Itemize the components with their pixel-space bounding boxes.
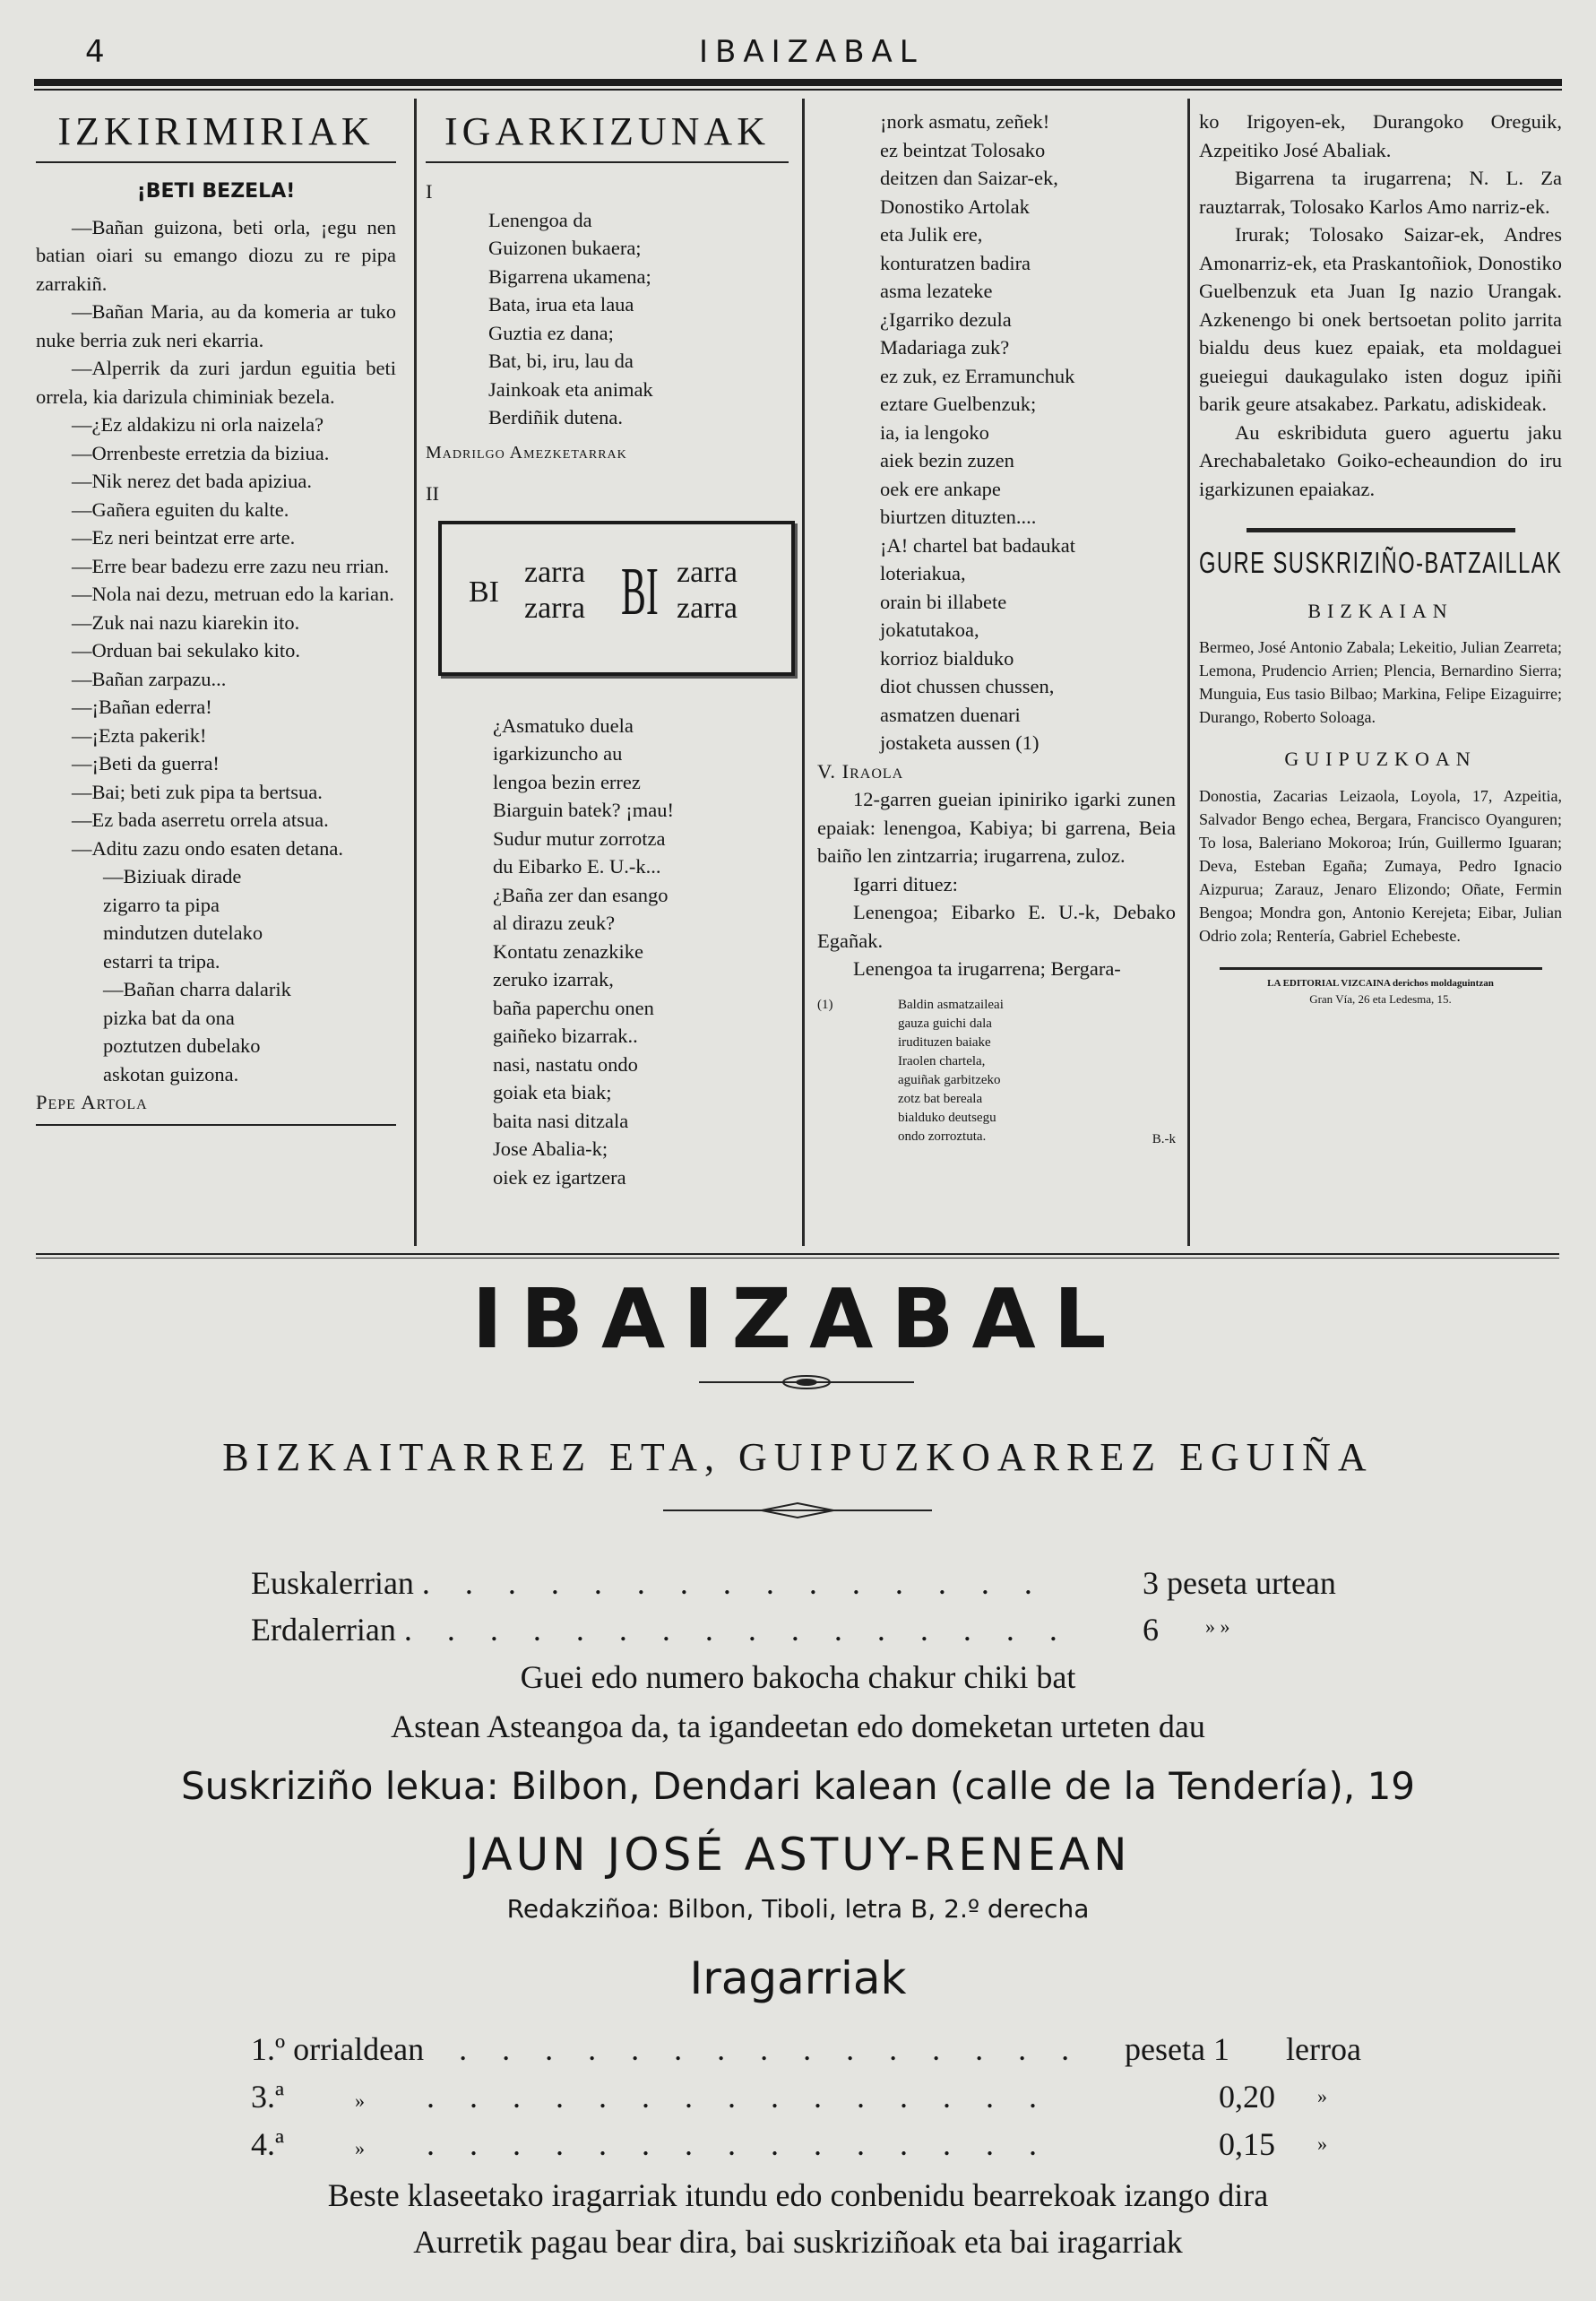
region-heading: GUIPUZKOAN — [1284, 748, 1477, 770]
ditto-mark: » — [354, 2089, 365, 2112]
column-subscribers — [1199, 108, 1562, 1008]
text-line: —Orrenbeste erretzia da biziua. — [72, 441, 330, 464]
text-line: askotan guizona. — [103, 1062, 239, 1086]
text-line: irudituzen baiake — [898, 1034, 991, 1050]
text-line: deitzen dan Saizar-ek, — [880, 167, 1058, 189]
header-rule — [34, 79, 1562, 86]
text-line: lengoa bezin errez — [493, 770, 641, 793]
text-line: zigarro ta pipa — [103, 893, 220, 916]
author-signature: Pepe Artola — [36, 1091, 148, 1113]
text-line: ¿Asmatuko duela — [493, 714, 634, 737]
rebus-bi: BI — [469, 575, 499, 609]
ad-rate-label: 4.ª — [251, 2126, 284, 2162]
publisher-name: JAUN JOSÉ ASTUY-RENEAN — [465, 1829, 1131, 1881]
dot-leader: . . . . . . . . . . . . . . . — [426, 2126, 1050, 2162]
text-line: loteriakua, — [880, 562, 966, 584]
footnote-mark: (1) — [817, 997, 833, 1012]
text-line: Lenengoa da — [488, 208, 592, 231]
text-line: pizka bat da ona — [103, 1006, 235, 1029]
text-line: ia, ia lengoko — [880, 420, 989, 444]
text-line: —Nola nai dezu, metruan edo la karian. — [72, 583, 394, 605]
text-line: —Alperrik da zuri jardun eguitia beti orrela, kia darizula chiminiak bezela. — [36, 357, 396, 408]
ditto-marks: » » — [1205, 1615, 1230, 1638]
text-line: ¿Baña zer dan esango — [493, 883, 669, 906]
text-line: asma lezateke — [880, 280, 993, 302]
dot-leader: . . . . . . . . . . . . . . . — [421, 1565, 1046, 1601]
price-value: 6 — [1143, 1612, 1159, 1648]
text-line: igarkizuncho au — [493, 742, 623, 765]
text-line: ¿Igarriko dezula — [880, 307, 1012, 331]
text-line: —Ez neri beintzat erre arte. — [72, 526, 296, 549]
text-line: —Orduan bai sekulako kito. — [72, 639, 300, 662]
text-line: zeruko izarrak, — [493, 968, 614, 990]
text-line: korrioz bialduko — [880, 646, 1014, 670]
ad-rate-row — [251, 2078, 1050, 2115]
riddle-signature: Madrilgo Amezketarrak — [426, 442, 627, 463]
text-line: ¡nork asmatu, zeñek! — [880, 110, 1050, 133]
text-line: biurtzen dituzten.... — [880, 506, 1037, 528]
subscribers-title: GURE SUSKRIZIÑO-BATZAILLAK — [1199, 546, 1563, 579]
riddle-verse-continued — [817, 108, 1176, 757]
printer-name: LA EDITORIAL VIZCAINA derichos moldaguintzan — [1267, 977, 1494, 989]
text-line: Donostiko Artolak — [880, 195, 1030, 218]
text-line: —Bañan guizona, beti orla, ¡egu nen batian oiari su emango diozu zu re pipa zarrakiñ. — [36, 215, 396, 295]
payment-note: Aurretik pagau bear dira, bai suskriziñoak eta bai iragarriak — [413, 2224, 1183, 2260]
ad-rate-row — [251, 2030, 1083, 2068]
text-line: —Gañera eguiten du kalte. — [72, 497, 289, 521]
solvers-paragraph: Bigarrena ta irugarrena; N. L. Za rauztarrak, Tolosako Karlos Amo narriz-ek. — [1199, 167, 1562, 218]
column-end-rule — [36, 1124, 396, 1126]
text-line: nasi, nastatu ondo — [493, 1052, 638, 1076]
ad-rate-unit: lerroa — [1286, 2031, 1361, 2067]
text-line: goiak eta biak; — [493, 1081, 612, 1103]
closing-verse — [36, 862, 396, 1088]
text-line: —Ez bada aserretu orrela atsua. — [72, 809, 329, 831]
text-line: Guizonen bukaera; — [488, 237, 642, 259]
text-line: zotz bat bereala — [898, 1091, 983, 1106]
late-entry-paragraph: Au eskribiduta guero aguertu jaku Arechabaletako Goiko-echeaundion do iru igarkizunen epaiakaz. — [1199, 420, 1562, 500]
solvers-paragraph: Lenengoa ta irugarrena; Bergara- — [853, 957, 1121, 980]
ditto-mark: » — [354, 2137, 365, 2159]
printer-address: Gran Vía, 26 eta Ledesma, 15. — [1309, 991, 1452, 1006]
solvers-paragraph: Irurak; Tolosako Saizar-ek, Andres Amonarriz-ek, eta Praskantoñiok, Donostiko Guelbenzuk eta Juan Ig nazio Urangak. Azkenengo bi onek bertsoetan polito jarrita bialdu deus kuez epaiak, eta moldaguei gueiegui daukagulako isten doguz ipiñi barik geure atsakabez. Parkatu, adiskideak. — [1199, 223, 1562, 415]
rebus-word: zarra — [524, 591, 585, 625]
text-line: Jainkoak eta animak — [488, 377, 653, 401]
text-line: Bigarrena ukamena; — [488, 264, 651, 288]
ad-rate-unit: » — [1317, 2085, 1327, 2107]
column-divider — [1187, 99, 1190, 1246]
price-value: 3 peseta urtean — [1143, 1565, 1336, 1601]
column-answers — [817, 108, 1176, 1149]
text-line: Bat, bi, iru, lau da — [488, 350, 634, 372]
ad-rate-value: 0,15 — [1219, 2126, 1275, 2162]
footnote — [817, 996, 1176, 1146]
dialogue — [36, 213, 396, 863]
price-row — [251, 1564, 1046, 1602]
text-line: Sudur mutur zorrotza — [493, 826, 666, 850]
column-igarkizunak — [426, 108, 789, 1191]
text-line: Kontatu zenazkike — [493, 939, 644, 963]
text-line: diot chussen chussen, — [880, 675, 1055, 697]
section-title: IZKIRIMIRIAK — [36, 108, 396, 163]
text-line: ez zuk, ez Erramunchuk — [880, 364, 1075, 387]
ad-rate-label: 3.ª — [251, 2079, 284, 2115]
text-line: ez beintzat Tolosako — [880, 138, 1046, 161]
text-line: —Erre bear badezu erre zazu neu rrian. — [72, 554, 390, 577]
masthead-subtitle: BIZKAITARREZ ETA, GUIPUZKOARREZ EGUIÑA — [222, 1435, 1374, 1479]
region-list: Bermeo, José Antonio Zabala; Lekeitio, Julian Zearreta; Lemona, Prudencio Arrien; Plencia, Bernardino Sierra; Munguia, Eus tasio Bilbao; Markina, Felipe Eizaguirre; Durango, Roberto Soloaga. — [1199, 638, 1562, 726]
article-subhead: ¡BETI BEZELA! — [136, 180, 296, 203]
text-line: jostaketa aussen (1) — [880, 731, 1040, 754]
masthead-title: IBAIZABAL — [471, 1271, 1125, 1367]
ad-rate-unit: » — [1317, 2132, 1327, 2155]
solvers-paragraph: Lenengoa; Eibarko E. U.-k, Debako Egañak. — [817, 901, 1176, 952]
rebus-word: zarra — [677, 555, 738, 589]
region-heading: BIZKAIAN — [1307, 599, 1454, 622]
text-line: —Nik nerez det bada apiziua. — [72, 470, 313, 492]
text-line: bialduko deutsegu — [898, 1110, 996, 1125]
text-line: —¡Beti da guerra! — [72, 752, 220, 774]
text-line: Bata, irua eta laua — [488, 293, 634, 316]
riddle-number: I — [426, 180, 433, 203]
region-list: Donostia, Zacarias Leizaola, Loyola, 17, Azpeitia, Salvador Bengo echea, Bergara, Francisco Oyanguren; To losa, Baleriano Mokoroa; Irún, Guillermo Iguaran; Deva, Esteban Egaña; Zumaya, Pedro Ignacio Aizpurua; Zarauz, Jenaro Elizondo; Oñate, Fermin Bengoa; Mondra gon, Antonio Kerejeta; Eibar, Julian Odrio zola; Rentería, Gabriel Echebeste. — [1199, 786, 1562, 945]
dot-leader: . . . . . . . . . . . . . . . — [459, 2031, 1083, 2067]
section-rule — [36, 1258, 1559, 1259]
solvers-heading: Igarri dituez: — [853, 872, 958, 895]
riddle-number: II — [426, 482, 439, 505]
text-line: —Zuk nai nazu kiarekin ito. — [72, 610, 300, 634]
column-divider — [414, 99, 417, 1246]
ad-rate-row — [251, 2125, 1050, 2163]
text-line: —Bai; beti zuk pipa ta bertsua. — [72, 780, 323, 803]
text-line: oek ere ankape — [880, 477, 1001, 500]
editorial-address: Redakziñoa: Bilbon, Tiboli, letra B, 2.º derecha — [506, 1894, 1090, 1924]
section-title: IGARKIZUNAK — [426, 108, 789, 163]
riddle-one — [426, 206, 789, 432]
ornament-divider — [663, 1497, 932, 1524]
text-line: Berdiñik dutena. — [488, 406, 623, 428]
dot-leader: . . . . . . . . . . . . . . . . — [403, 1612, 1071, 1648]
rebus-word: zarra — [524, 555, 585, 589]
text-line: —Bañan Maria, au da komeria ar tuko nuke berria zuk neri ekarria. — [36, 300, 396, 351]
price-row — [251, 1611, 1071, 1648]
text-line: —Bañan zarpazu... — [72, 667, 227, 690]
text-line: eztare Guelbenzuk; — [880, 393, 1037, 415]
text-line: gauza guichi dala — [898, 1016, 992, 1031]
text-line: mindutzen dutelako — [103, 921, 263, 944]
text-line: baita nasi ditzala — [493, 1109, 629, 1132]
subscription-address: Suskriziño lekua: Bilbon, Dendari kalean (calle de la Tendería), 19 — [180, 1764, 1416, 1808]
text-line: —¡Bañan ederra! — [72, 696, 212, 718]
text-line: Jose Abalia-k; — [493, 1138, 608, 1160]
text-line: Baldin asmatzaileai — [898, 997, 1004, 1012]
text-line: konturatzen badira — [880, 251, 1031, 274]
text-line: —Biziuak dirade — [103, 865, 242, 887]
rebus-box — [438, 521, 795, 676]
rebus-word: zarra — [677, 591, 738, 625]
section-rule — [36, 1253, 1559, 1255]
ad-rate-label: 1.º orrialdean — [251, 2031, 425, 2067]
riddle-verse — [426, 712, 789, 1192]
page-number: 4 — [85, 34, 105, 70]
text-line: Madariaga zuk? — [880, 336, 1010, 359]
text-line: oiek ez igartzera — [493, 1165, 626, 1189]
text-line: du Eibarko E. U.-k... — [493, 855, 661, 878]
text-line: Guztia ez dana; — [488, 321, 614, 344]
rebus-big-bi: BI — [621, 553, 659, 629]
issue-price: Guei edo numero bakocha chakur chiki bat — [520, 1659, 1076, 1695]
text-line: aguiñak garbitzeko — [898, 1072, 1001, 1087]
text-line: baña paperchu onen — [493, 996, 654, 1019]
price-label: Erdalerrian — [251, 1612, 396, 1648]
text-line: gaiñeko bizarrak.. — [493, 1025, 638, 1047]
text-line: estarri ta tripa. — [103, 949, 220, 973]
ad-rate-value: 0,20 — [1219, 2079, 1275, 2115]
publication-days: Astean Asteangoa da, ta igandeetan edo domeketan urteten dau — [391, 1708, 1205, 1744]
text-line: orain bi illabete — [880, 590, 1007, 613]
text-line: eta Julik ere, — [880, 223, 983, 246]
column-izkirimiriak — [36, 108, 396, 1126]
text-line: —¿Ez aldakizu ni orla naizela? — [72, 413, 324, 436]
running-title: IBAIZABAL — [699, 34, 924, 70]
footnote-signature: B.-k — [1152, 1131, 1176, 1146]
header-rule-thin — [34, 89, 1562, 91]
text-line: ¡A! chartel bat badaukat — [880, 533, 1076, 557]
footnote-text — [898, 996, 1176, 1146]
text-line: —Bañan charra dalarik — [103, 978, 291, 1000]
text-line: aiek bezin zuzen — [880, 449, 1014, 471]
answers-paragraph: 12-garren gueian ipiniriko igarki zunen epaiak: lenengoa, Kabiya; bi garrena, Beia baiño len zintzarria; irugarrena, zuloz. — [817, 788, 1176, 867]
ads-title: Iragarriak — [689, 1952, 907, 2004]
text-line: Iraolen chartela, — [898, 1053, 986, 1068]
author-signature: V. Iraola — [817, 759, 904, 783]
text-line: al dirazu zeuk? — [493, 912, 616, 934]
ad-rate-value: peseta 1 — [1125, 2031, 1229, 2067]
text-line: —Aditu zazu ondo esaten detana. — [72, 836, 344, 860]
price-label: Euskalerrian — [251, 1565, 414, 1601]
dot-leader: . . . . . . . . . . . . . . . — [426, 2079, 1050, 2115]
ads-note: Beste klaseetako iragarriak itundu edo conbenidu bearrekoak izango dira — [327, 2177, 1269, 2213]
text-line: ondo zorroztuta. — [898, 1129, 987, 1144]
section-rule — [1220, 967, 1542, 970]
text-line: Biarguin batek? ¡mau! — [493, 799, 675, 821]
column-divider — [802, 99, 805, 1246]
text-line: jokatutakoa, — [880, 619, 979, 641]
text-line: asmatzen duenari — [880, 703, 1021, 726]
ornament-divider — [699, 1370, 914, 1395]
text-line: poztutzen dubelako — [103, 1034, 261, 1057]
text-line: —¡Ezta pakerik! — [72, 723, 207, 747]
solvers-paragraph: ko Irigoyen-ek, Durangoko Oreguik, Azpeitiko José Abaliak. — [1199, 110, 1562, 161]
